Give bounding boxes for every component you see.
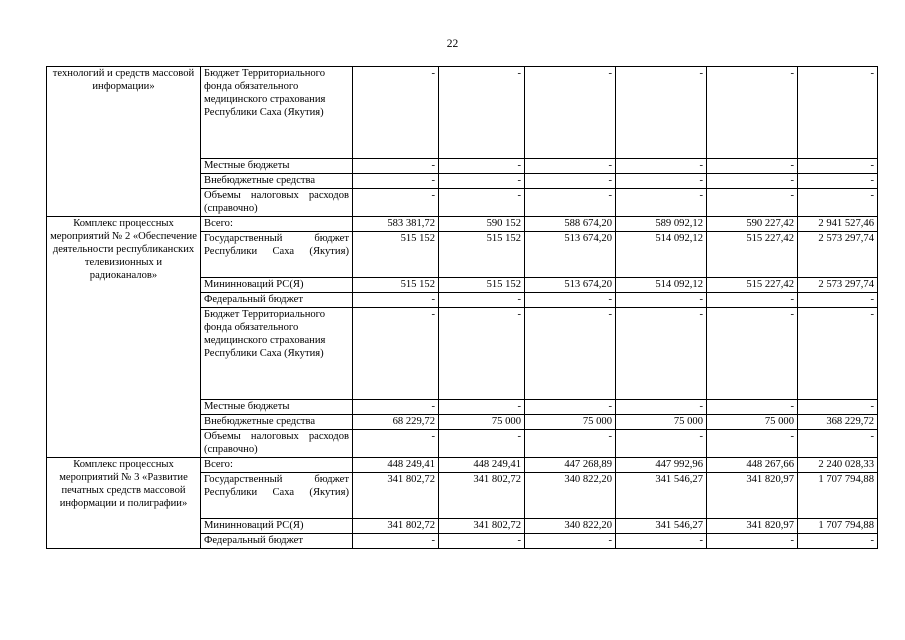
table-row [47, 67, 878, 159]
funding-source-cell: Федеральный бюджет [201, 534, 353, 549]
year-value-cell: - [707, 189, 798, 217]
year-value-cell: 447 268,89 [525, 458, 616, 473]
program-name-cell: технологий и средств массовой информации» [47, 67, 201, 217]
year-value-cell: 589 092,12 [616, 217, 707, 232]
year-value-cell: - [353, 189, 439, 217]
year-value-cell: - [707, 174, 798, 189]
year-value-cell: - [353, 308, 439, 400]
funding-source-cell: Государственный бюджет Республики Саха (Якутия) [201, 232, 353, 278]
year-value-cell: 341 802,72 [439, 473, 525, 519]
year-value-cell: - [707, 67, 798, 159]
year-value-cell: - [616, 534, 707, 549]
year-value-cell: 583 381,72 [353, 217, 439, 232]
table-row [47, 458, 878, 473]
year-value-cell: 75 000 [525, 415, 616, 430]
total-value-cell: - [798, 430, 878, 458]
year-value-cell: 448 267,66 [707, 458, 798, 473]
total-value-cell: 368 229,72 [798, 415, 878, 430]
year-value-cell: - [439, 430, 525, 458]
year-value-cell: - [353, 430, 439, 458]
year-value-cell: 515 152 [353, 278, 439, 293]
year-value-cell: - [439, 400, 525, 415]
year-value-cell: - [707, 400, 798, 415]
year-value-cell: 75 000 [439, 415, 525, 430]
year-value-cell: - [525, 67, 616, 159]
total-value-cell: - [798, 534, 878, 549]
year-value-cell: 75 000 [616, 415, 707, 430]
total-value-cell: 2 573 297,74 [798, 278, 878, 293]
funding-source-cell: Федеральный бюджет [201, 293, 353, 308]
year-value-cell: - [353, 400, 439, 415]
funding-source-cell: Объемы налоговых расходов (справочно) [201, 430, 353, 458]
year-value-cell: 448 249,41 [439, 458, 525, 473]
year-value-cell: - [707, 308, 798, 400]
year-value-cell: - [616, 174, 707, 189]
total-value-cell: - [798, 293, 878, 308]
year-value-cell: 447 992,96 [616, 458, 707, 473]
total-value-cell: - [798, 400, 878, 415]
year-value-cell: - [525, 189, 616, 217]
total-value-cell: 2 573 297,74 [798, 232, 878, 278]
total-value-cell: - [798, 308, 878, 400]
total-value-cell: 1 707 794,88 [798, 519, 878, 534]
total-value-cell: 2 941 527,46 [798, 217, 878, 232]
year-value-cell: - [353, 534, 439, 549]
year-value-cell: 515 227,42 [707, 278, 798, 293]
funding-source-cell: Мининноваций РС(Я) [201, 519, 353, 534]
year-value-cell: - [439, 159, 525, 174]
year-value-cell: - [439, 293, 525, 308]
year-value-cell: 75 000 [707, 415, 798, 430]
year-value-cell: - [439, 174, 525, 189]
year-value-cell: - [525, 293, 616, 308]
year-value-cell: - [525, 400, 616, 415]
program-name-cell: Комплекс процессных мероприятий № 3 «Развитие печатных средств массовой информации и полиграфии» [47, 458, 201, 549]
year-value-cell: - [439, 67, 525, 159]
year-value-cell: 341 546,27 [616, 473, 707, 519]
budget-table [46, 66, 878, 549]
year-value-cell: 340 822,20 [525, 473, 616, 519]
year-value-cell: - [616, 308, 707, 400]
year-value-cell: 341 802,72 [353, 519, 439, 534]
funding-source-cell: Мининноваций РС(Я) [201, 278, 353, 293]
year-value-cell: - [439, 189, 525, 217]
year-value-cell: 340 822,20 [525, 519, 616, 534]
total-value-cell: - [798, 174, 878, 189]
year-value-cell: - [439, 534, 525, 549]
year-value-cell: - [707, 293, 798, 308]
year-value-cell: 514 092,12 [616, 232, 707, 278]
year-value-cell: 590 227,42 [707, 217, 798, 232]
year-value-cell: - [525, 174, 616, 189]
funding-source-cell: Государственный бюджет Республики Саха (Якутия) [201, 473, 353, 519]
year-value-cell: - [525, 159, 616, 174]
year-value-cell: 341 546,27 [616, 519, 707, 534]
year-value-cell: - [616, 400, 707, 415]
year-value-cell: 513 674,20 [525, 278, 616, 293]
funding-source-cell: Всего: [201, 458, 353, 473]
year-value-cell: 341 802,72 [353, 473, 439, 519]
program-name-cell: Комплекс процессных мероприятий № 2 «Обеспечение деятельности республиканских телевизионных и радиоканалов» [47, 217, 201, 458]
year-value-cell: - [353, 67, 439, 159]
table-body [47, 67, 878, 549]
funding-source-cell: Местные бюджеты [201, 400, 353, 415]
total-value-cell: - [798, 189, 878, 217]
year-value-cell: 514 092,12 [616, 278, 707, 293]
funding-source-cell: Всего: [201, 217, 353, 232]
year-value-cell: 341 820,97 [707, 519, 798, 534]
funding-source-cell: Объемы налоговых расходов (справочно) [201, 189, 353, 217]
funding-source-cell: Внебюджетные средства [201, 415, 353, 430]
year-value-cell: 68 229,72 [353, 415, 439, 430]
year-value-cell: - [616, 67, 707, 159]
year-value-cell: 341 820,97 [707, 473, 798, 519]
total-value-cell: 2 240 028,33 [798, 458, 878, 473]
year-value-cell: - [525, 534, 616, 549]
year-value-cell: - [707, 534, 798, 549]
year-value-cell: - [353, 159, 439, 174]
funding-source-cell: Бюджет Территориального фонда обязательного медицинского страхования Республики Саха (Якутия) [201, 308, 353, 400]
funding-source-cell: Внебюджетные средства [201, 174, 353, 189]
year-value-cell: - [616, 189, 707, 217]
year-value-cell: 515 227,42 [707, 232, 798, 278]
year-value-cell: 513 674,20 [525, 232, 616, 278]
year-value-cell: - [616, 159, 707, 174]
year-value-cell: - [707, 159, 798, 174]
year-value-cell: - [707, 430, 798, 458]
total-value-cell: - [798, 67, 878, 159]
year-value-cell: 341 802,72 [439, 519, 525, 534]
year-value-cell: - [439, 308, 525, 400]
year-value-cell: - [525, 308, 616, 400]
page-number: 22 [446, 38, 459, 50]
funding-source-cell: Бюджет Территориального фонда обязательного медицинского страхования Республики Саха (Якутия) [201, 67, 353, 159]
year-value-cell: 448 249,41 [353, 458, 439, 473]
year-value-cell: - [616, 293, 707, 308]
year-value-cell: 515 152 [439, 278, 525, 293]
year-value-cell: - [525, 430, 616, 458]
year-value-cell: 588 674,20 [525, 217, 616, 232]
year-value-cell: 515 152 [439, 232, 525, 278]
year-value-cell: 590 152 [439, 217, 525, 232]
funding-source-cell: Местные бюджеты [201, 159, 353, 174]
table-row [47, 217, 878, 232]
year-value-cell: - [616, 430, 707, 458]
total-value-cell: 1 707 794,88 [798, 473, 878, 519]
year-value-cell: - [353, 174, 439, 189]
year-value-cell: - [353, 293, 439, 308]
total-value-cell: - [798, 159, 878, 174]
year-value-cell: 515 152 [353, 232, 439, 278]
